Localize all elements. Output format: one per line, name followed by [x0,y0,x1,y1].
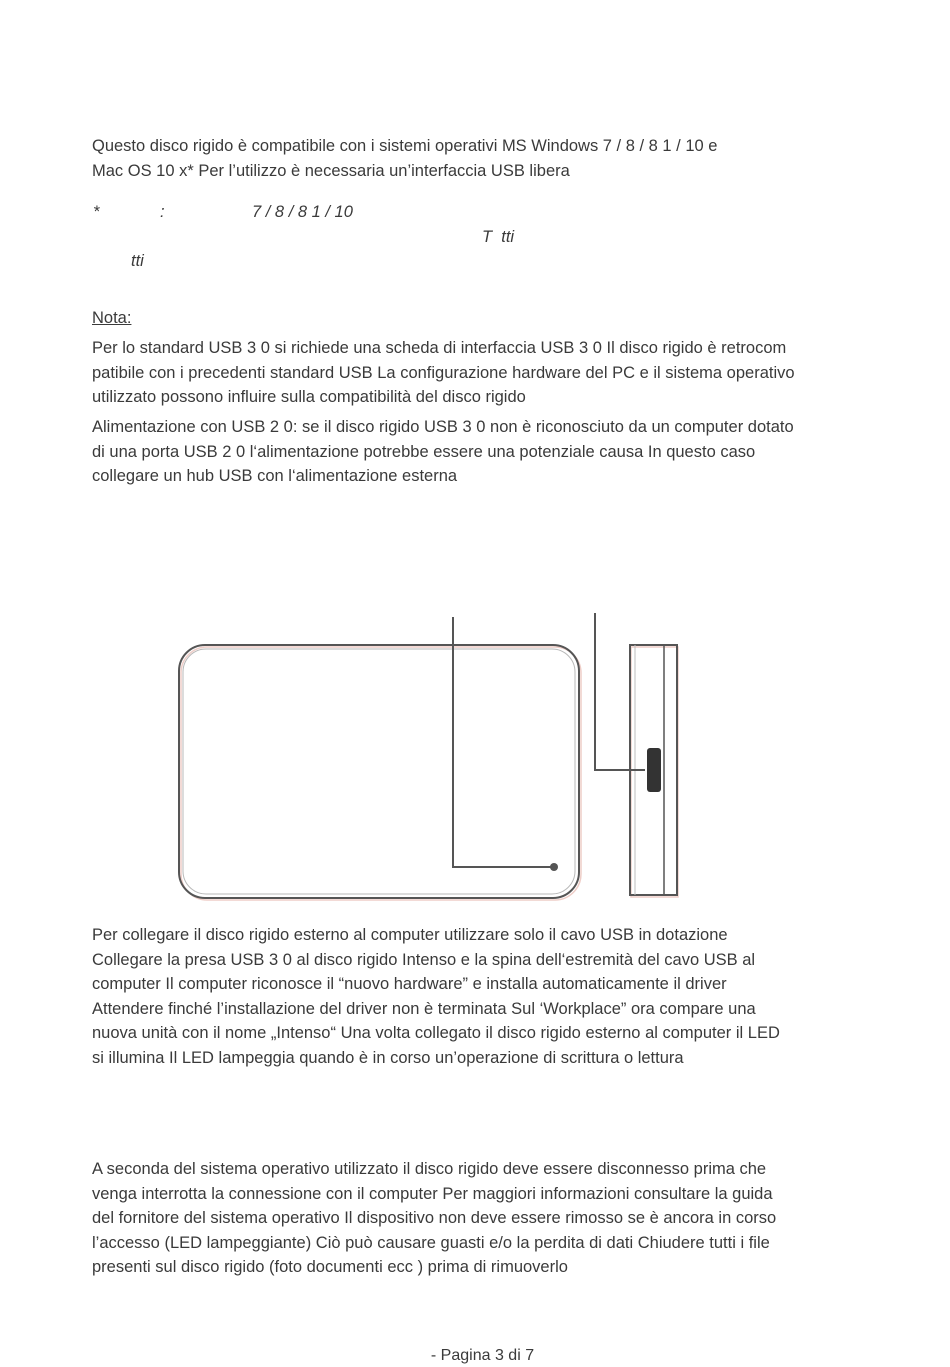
text-line: Per lo standard USB 3 0 si richiede una scheda di interfaccia USB 3 0 Il disco rigido è retrocom [92,339,787,357]
text-line: computer Il computer riconosce il “nuovo hardware” e installa automaticamente il driver [92,975,727,993]
footnote-fragment: T tti [482,228,515,246]
led-indicator [550,863,558,871]
text-line: utilizzato possono influire sulla compatibilità del disco rigido [92,388,526,406]
footnote-star: * [93,203,100,221]
compatibility-paragraph [92,134,882,183]
drive-front-inner-outline [183,649,575,894]
text-line: collegare un hub USB con l‘alimentazione esterna [92,467,458,485]
note-paragraph-usb2 [92,415,882,489]
connection-paragraph [92,923,882,1070]
drive-front-outline [179,645,579,898]
text-line: Questo disco rigido è compatibile con i sistemi operativi MS Windows 7 / 8 / 8 1 / 10 e [92,137,718,155]
led-callout-line [453,617,551,867]
usb-port [647,748,661,792]
text-line: Attendere finché l’installazione del driver non è terminata Sul ‘Workplace” ora compare una [92,999,756,1018]
text-line: Mac OS 10 x* Per l’utilizzo è necessaria un’interfaccia USB libera [92,161,570,180]
illustration-shadow [181,647,678,900]
text-line: Per collegare il disco rigido esterno al computer utilizzare solo il cavo USB in dotazione [92,926,728,944]
disconnection-paragraph [92,1157,882,1280]
text-line: Collegare la presa USB 3 0 al disco rigido Intenso e la spina dell‘estremità del cavo USB al [92,950,756,969]
footnote-versions: 7 / 8 / 8 1 / 10 [252,203,353,221]
text-line: A seconda del sistema operativo utilizzato il disco rigido deve essere disconnesso prima che [92,1160,767,1178]
text-line: venga interrotta la connessione con il computer Per maggiori informazioni consultare la guida [92,1184,773,1203]
text-line: presenti sul disco rigido (foto documenti ecc ) prima di rimuoverlo [92,1258,568,1276]
note-paragraph-usb3 [92,336,882,410]
page-number-footer: - Pagina 3 di 7 [430,1347,535,1364]
text-line: del fornitore del sistema operativo Il dispositivo non deve essere rimosso se è ancora in corso [92,1209,777,1227]
text-line: Alimentazione con USB 2 0: se il disco rigido USB 3 0 non è riconosciuto da un computer dotato [92,418,794,436]
text-line: patibile con i precedenti standard USB La configurazione hardware del PC e il sistema operativo [92,363,795,382]
note-heading: Nota: [92,309,132,327]
text-line: si illumina Il LED lampeggia quando è in corso un’operazione di scrittura o lettura [92,1048,684,1067]
text-line: nuova unità con il nome „Intenso“ Una volta collegato il disco rigido esterno al computer il LED [92,1024,780,1042]
usb-port-callout-line [595,613,645,770]
footnote-colon: : [160,203,165,221]
footnote-fragment: tti [131,252,144,270]
text-line: l’accesso (LED lampeggiante) Ciò può causare guasti e/o la perdita di dati Chiudere tutti i file [92,1233,770,1252]
hard-drive-illustration [165,605,705,915]
text-line: di una porta USB 2 0 l‘alimentazione potrebbe essere una potenziale causa In questo caso [92,442,756,461]
